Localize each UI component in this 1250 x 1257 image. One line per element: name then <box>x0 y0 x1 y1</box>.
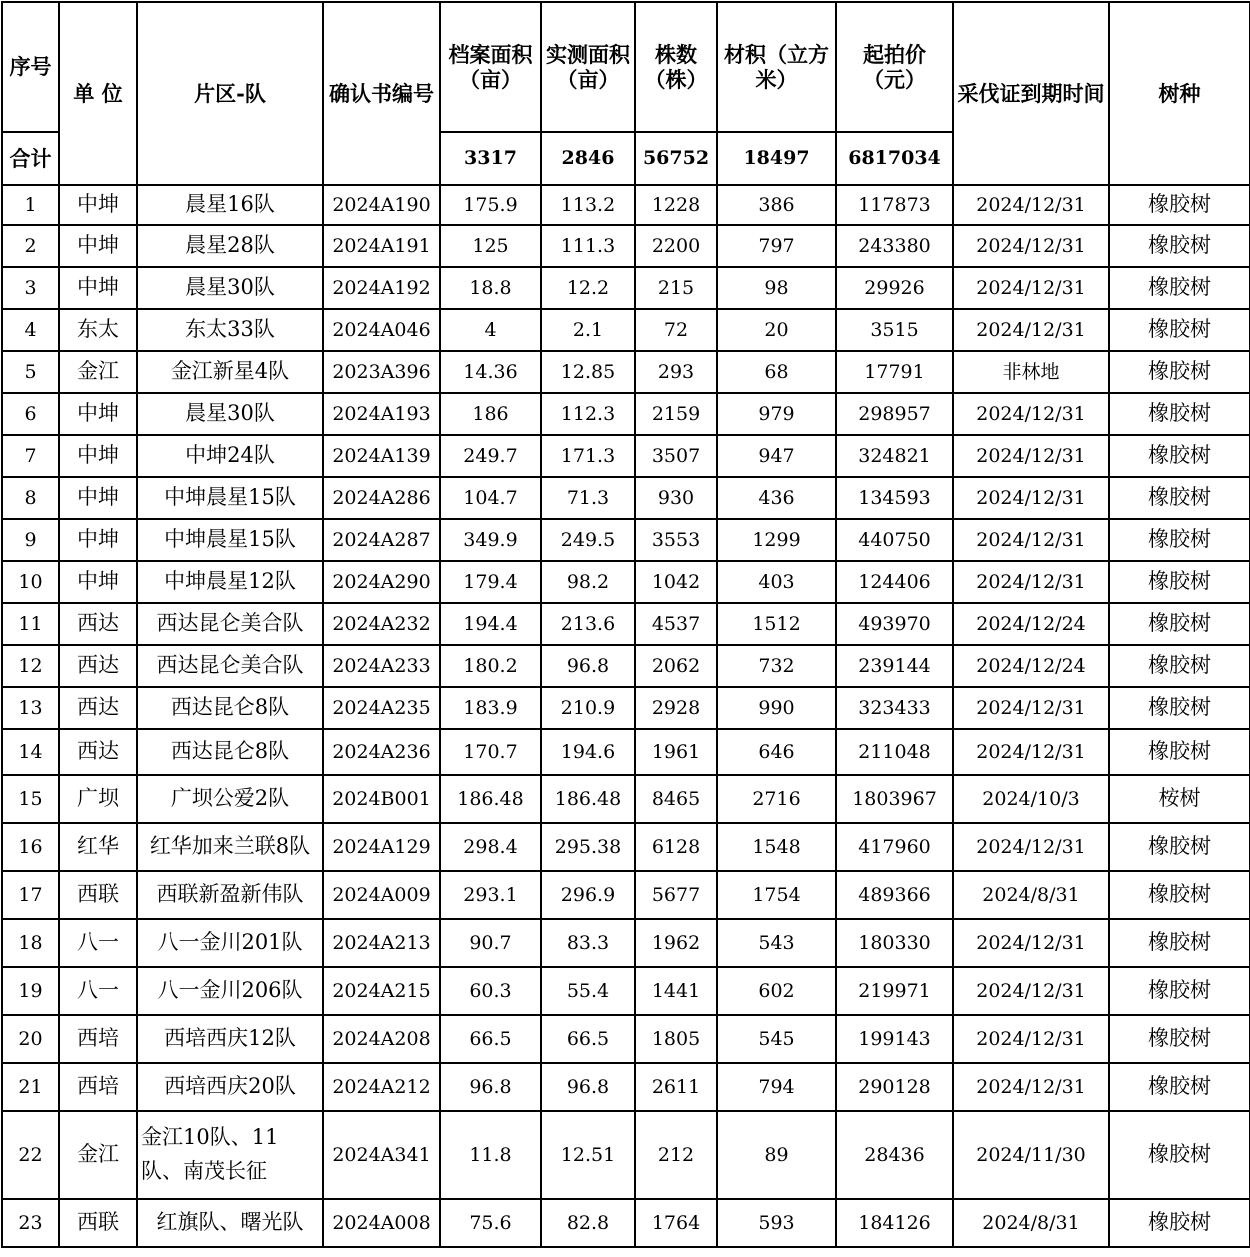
row-volume: 2716 <box>717 775 836 823</box>
row-volume: 979 <box>717 393 836 435</box>
row-unit: 西达 <box>59 729 137 775</box>
row-measured-area: 55.4 <box>541 967 635 1015</box>
totals-label: 合计 <box>2 132 59 185</box>
row-measured-area: 96.8 <box>541 1063 635 1111</box>
row-unit: 中坤 <box>59 267 137 309</box>
row-permit-expiry: 2024/12/31 <box>953 393 1109 435</box>
row-archive-area: 186 <box>440 393 541 435</box>
row-species: 橡胶树 <box>1109 823 1250 871</box>
totals-measured-area: 2846 <box>541 132 635 185</box>
row-volume: 1754 <box>717 871 836 919</box>
row-archive-area: 18.8 <box>440 267 541 309</box>
row-seq: 7 <box>2 435 59 477</box>
row-species: 橡胶树 <box>1109 519 1250 561</box>
row-zone: 中坤晨星15队 <box>137 477 323 519</box>
row-seq: 15 <box>2 775 59 823</box>
row-trees: 8465 <box>635 775 717 823</box>
row-zone: 金江10队、11队、南茂长征 <box>137 1111 323 1199</box>
row-cert: 2024A232 <box>323 603 440 645</box>
row-cert: 2024A235 <box>323 687 440 729</box>
row-seq: 8 <box>2 477 59 519</box>
row-start-price: 29926 <box>836 267 953 309</box>
row-seq: 9 <box>2 519 59 561</box>
row-unit: 西联 <box>59 1199 137 1247</box>
row-species: 橡胶树 <box>1109 393 1250 435</box>
table-row <box>2 393 1250 435</box>
row-measured-area: 113.2 <box>541 185 635 225</box>
row-volume: 1299 <box>717 519 836 561</box>
row-cert: 2024A287 <box>323 519 440 561</box>
row-volume: 68 <box>717 351 836 393</box>
row-start-price: 199143 <box>836 1015 953 1063</box>
row-unit: 八一 <box>59 967 137 1015</box>
row-start-price: 417960 <box>836 823 953 871</box>
row-measured-area: 83.3 <box>541 919 635 967</box>
row-start-price: 323433 <box>836 687 953 729</box>
row-species: 橡胶树 <box>1109 871 1250 919</box>
row-cert: 2024A191 <box>323 225 440 267</box>
row-cert: 2024A233 <box>323 645 440 687</box>
row-permit-expiry: 2024/12/24 <box>953 603 1109 645</box>
row-trees: 3553 <box>635 519 717 561</box>
row-start-price: 124406 <box>836 561 953 603</box>
row-cert: 2024A215 <box>323 967 440 1015</box>
row-species: 橡胶树 <box>1109 687 1250 729</box>
row-trees: 293 <box>635 351 717 393</box>
row-measured-area: 210.9 <box>541 687 635 729</box>
row-species: 橡胶树 <box>1109 225 1250 267</box>
row-start-price: 243380 <box>836 225 953 267</box>
row-measured-area: 66.5 <box>541 1015 635 1063</box>
table-body <box>2 185 1250 1247</box>
row-start-price: 489366 <box>836 871 953 919</box>
row-measured-area: 96.8 <box>541 645 635 687</box>
row-start-price: 219971 <box>836 967 953 1015</box>
row-start-price: 180330 <box>836 919 953 967</box>
row-seq: 1 <box>2 185 59 225</box>
row-archive-area: 66.5 <box>440 1015 541 1063</box>
row-unit: 中坤 <box>59 225 137 267</box>
row-zone: 红华加来兰联8队 <box>137 823 323 871</box>
row-seq: 5 <box>2 351 59 393</box>
row-trees: 930 <box>635 477 717 519</box>
row-volume: 732 <box>717 645 836 687</box>
row-start-price: 117873 <box>836 185 953 225</box>
row-seq: 13 <box>2 687 59 729</box>
table-row <box>2 267 1250 309</box>
table-row <box>2 729 1250 775</box>
row-permit-expiry: 2024/12/31 <box>953 435 1109 477</box>
row-trees: 72 <box>635 309 717 351</box>
row-start-price: 28436 <box>836 1111 953 1199</box>
row-archive-area: 180.2 <box>440 645 541 687</box>
row-archive-area: 4 <box>440 309 541 351</box>
row-cert: 2024A193 <box>323 393 440 435</box>
row-zone: 西培西庆12队 <box>137 1015 323 1063</box>
row-zone: 广坝公爱2队 <box>137 775 323 823</box>
row-permit-expiry: 2024/12/31 <box>953 309 1109 351</box>
row-unit: 西联 <box>59 871 137 919</box>
row-seq: 2 <box>2 225 59 267</box>
row-permit-expiry: 2024/12/31 <box>953 823 1109 871</box>
row-archive-area: 183.9 <box>440 687 541 729</box>
row-archive-area: 179.4 <box>440 561 541 603</box>
row-unit: 广坝 <box>59 775 137 823</box>
row-volume: 543 <box>717 919 836 967</box>
row-zone: 西达昆仑美合队 <box>137 603 323 645</box>
table-row <box>2 1111 1250 1199</box>
row-start-price: 239144 <box>836 645 953 687</box>
row-cert: 2024A236 <box>323 729 440 775</box>
row-cert: 2024B001 <box>323 775 440 823</box>
header-start-price: 起拍价（元） <box>836 2 953 132</box>
row-measured-area: 12.2 <box>541 267 635 309</box>
row-trees: 2062 <box>635 645 717 687</box>
row-archive-area: 14.36 <box>440 351 541 393</box>
row-permit-expiry: 2024/12/31 <box>953 185 1109 225</box>
row-measured-area: 194.6 <box>541 729 635 775</box>
row-permit-expiry: 2024/12/31 <box>953 687 1109 729</box>
row-trees: 2200 <box>635 225 717 267</box>
row-seq: 3 <box>2 267 59 309</box>
row-seq: 11 <box>2 603 59 645</box>
header-seq: 序号 <box>2 2 59 132</box>
header-unit: 单 位 <box>59 2 137 185</box>
row-permit-expiry: 2024/12/31 <box>953 225 1109 267</box>
row-unit: 中坤 <box>59 561 137 603</box>
row-volume: 1548 <box>717 823 836 871</box>
row-volume: 646 <box>717 729 836 775</box>
row-unit: 东太 <box>59 309 137 351</box>
row-archive-area: 298.4 <box>440 823 541 871</box>
row-unit: 金江 <box>59 351 137 393</box>
row-cert: 2024A341 <box>323 1111 440 1199</box>
row-zone: 红旗队、曙光队 <box>137 1199 323 1247</box>
row-measured-area: 296.9 <box>541 871 635 919</box>
row-start-price: 211048 <box>836 729 953 775</box>
header-permit-expiry: 采伐证到期时间 <box>953 2 1109 185</box>
header-trees: 株数（株） <box>635 2 717 132</box>
row-volume: 990 <box>717 687 836 729</box>
row-measured-area: 12.85 <box>541 351 635 393</box>
row-zone: 西达昆仑美合队 <box>137 645 323 687</box>
row-seq: 23 <box>2 1199 59 1247</box>
row-start-price: 134593 <box>836 477 953 519</box>
row-trees: 1764 <box>635 1199 717 1247</box>
row-volume: 436 <box>717 477 836 519</box>
row-start-price: 1803967 <box>836 775 953 823</box>
totals-volume: 18497 <box>717 132 836 185</box>
row-zone: 西培西庆20队 <box>137 1063 323 1111</box>
row-species: 橡胶树 <box>1109 1111 1250 1199</box>
table-row <box>2 645 1250 687</box>
row-trees: 1441 <box>635 967 717 1015</box>
row-seq: 20 <box>2 1015 59 1063</box>
row-species: 橡胶树 <box>1109 309 1250 351</box>
row-species: 橡胶树 <box>1109 435 1250 477</box>
totals-start-price: 6817034 <box>836 132 953 185</box>
row-species: 橡胶树 <box>1109 919 1250 967</box>
row-start-price: 3515 <box>836 309 953 351</box>
row-cert: 2024A208 <box>323 1015 440 1063</box>
row-zone: 中坤24队 <box>137 435 323 477</box>
row-cert: 2024A212 <box>323 1063 440 1111</box>
row-seq: 14 <box>2 729 59 775</box>
row-zone: 西联新盈新伟队 <box>137 871 323 919</box>
row-trees: 1962 <box>635 919 717 967</box>
row-zone: 中坤晨星12队 <box>137 561 323 603</box>
row-unit: 红华 <box>59 823 137 871</box>
row-permit-expiry: 2024/12/31 <box>953 729 1109 775</box>
table-row <box>2 919 1250 967</box>
row-unit: 中坤 <box>59 519 137 561</box>
row-cert: 2023A396 <box>323 351 440 393</box>
table-row <box>2 435 1250 477</box>
header-cert: 确认书编号 <box>323 2 440 185</box>
table-row <box>2 1015 1250 1063</box>
row-cert: 2024A046 <box>323 309 440 351</box>
row-cert: 2024A213 <box>323 919 440 967</box>
row-unit: 西达 <box>59 687 137 729</box>
row-seq: 10 <box>2 561 59 603</box>
row-measured-area: 186.48 <box>541 775 635 823</box>
table-row <box>2 1063 1250 1111</box>
row-volume: 20 <box>717 309 836 351</box>
row-unit: 中坤 <box>59 185 137 225</box>
row-permit-expiry: 2024/12/31 <box>953 561 1109 603</box>
row-cert: 2024A192 <box>323 267 440 309</box>
row-permit-expiry: 非林地 <box>953 351 1109 393</box>
row-archive-area: 175.9 <box>440 185 541 225</box>
row-archive-area: 170.7 <box>440 729 541 775</box>
row-cert: 2024A190 <box>323 185 440 225</box>
row-unit: 西达 <box>59 603 137 645</box>
table-row <box>2 775 1250 823</box>
row-species: 橡胶树 <box>1109 1015 1250 1063</box>
row-trees: 3507 <box>635 435 717 477</box>
row-volume: 794 <box>717 1063 836 1111</box>
row-archive-area: 11.8 <box>440 1111 541 1199</box>
row-measured-area: 112.3 <box>541 393 635 435</box>
row-zone: 晨星30队 <box>137 267 323 309</box>
header-archive-area: 档案面积（亩） <box>440 2 541 132</box>
row-volume: 1512 <box>717 603 836 645</box>
row-unit: 西培 <box>59 1063 137 1111</box>
row-volume: 386 <box>717 185 836 225</box>
row-permit-expiry: 2024/12/31 <box>953 919 1109 967</box>
table-row <box>2 603 1250 645</box>
row-trees: 2928 <box>635 687 717 729</box>
row-permit-expiry: 2024/8/31 <box>953 871 1109 919</box>
row-start-price: 290128 <box>836 1063 953 1111</box>
row-permit-expiry: 2024/12/31 <box>953 1063 1109 1111</box>
row-zone: 金江新星4队 <box>137 351 323 393</box>
row-start-price: 493970 <box>836 603 953 645</box>
row-permit-expiry: 2024/12/24 <box>953 645 1109 687</box>
table-row <box>2 871 1250 919</box>
row-volume: 947 <box>717 435 836 477</box>
row-start-price: 298957 <box>836 393 953 435</box>
row-unit: 金江 <box>59 1111 137 1199</box>
row-trees: 6128 <box>635 823 717 871</box>
row-zone: 西达昆仑8队 <box>137 729 323 775</box>
row-seq: 17 <box>2 871 59 919</box>
row-species: 橡胶树 <box>1109 267 1250 309</box>
row-zone: 八一金川206队 <box>137 967 323 1015</box>
row-archive-area: 60.3 <box>440 967 541 1015</box>
table-row <box>2 477 1250 519</box>
row-permit-expiry: 2024/12/31 <box>953 477 1109 519</box>
table-row <box>2 225 1250 267</box>
row-measured-area: 111.3 <box>541 225 635 267</box>
row-archive-area: 249.7 <box>440 435 541 477</box>
row-trees: 4537 <box>635 603 717 645</box>
row-archive-area: 293.1 <box>440 871 541 919</box>
row-unit: 八一 <box>59 919 137 967</box>
row-archive-area: 104.7 <box>440 477 541 519</box>
row-trees: 1961 <box>635 729 717 775</box>
row-archive-area: 186.48 <box>440 775 541 823</box>
row-volume: 797 <box>717 225 836 267</box>
row-volume: 403 <box>717 561 836 603</box>
row-measured-area: 71.3 <box>541 477 635 519</box>
row-measured-area: 82.8 <box>541 1199 635 1247</box>
row-unit: 中坤 <box>59 393 137 435</box>
row-zone: 晨星30队 <box>137 393 323 435</box>
row-seq: 6 <box>2 393 59 435</box>
row-volume: 593 <box>717 1199 836 1247</box>
row-archive-area: 194.4 <box>440 603 541 645</box>
row-measured-area: 98.2 <box>541 561 635 603</box>
row-seq: 21 <box>2 1063 59 1111</box>
header-volume: 材积（立方米） <box>717 2 836 132</box>
row-cert: 2024A009 <box>323 871 440 919</box>
row-trees: 1042 <box>635 561 717 603</box>
row-trees: 212 <box>635 1111 717 1199</box>
row-volume: 89 <box>717 1111 836 1199</box>
row-measured-area: 12.51 <box>541 1111 635 1199</box>
table-row <box>2 967 1250 1015</box>
row-volume: 545 <box>717 1015 836 1063</box>
row-archive-area: 96.8 <box>440 1063 541 1111</box>
row-seq: 22 <box>2 1111 59 1199</box>
row-permit-expiry: 2024/12/31 <box>953 967 1109 1015</box>
table-row <box>2 519 1250 561</box>
row-archive-area: 125 <box>440 225 541 267</box>
row-trees: 2159 <box>635 393 717 435</box>
row-permit-expiry: 2024/8/31 <box>953 1199 1109 1247</box>
row-species: 橡胶树 <box>1109 645 1250 687</box>
table-row <box>2 185 1250 225</box>
table-row <box>2 823 1250 871</box>
row-zone: 中坤晨星15队 <box>137 519 323 561</box>
table-row <box>2 309 1250 351</box>
row-zone: 晨星16队 <box>137 185 323 225</box>
row-measured-area: 295.38 <box>541 823 635 871</box>
row-trees: 5677 <box>635 871 717 919</box>
header-zone: 片区-队 <box>137 2 323 185</box>
row-measured-area: 249.5 <box>541 519 635 561</box>
row-start-price: 324821 <box>836 435 953 477</box>
row-start-price: 184126 <box>836 1199 953 1247</box>
row-unit: 中坤 <box>59 477 137 519</box>
row-start-price: 17791 <box>836 351 953 393</box>
row-zone: 晨星28队 <box>137 225 323 267</box>
row-cert: 2024A129 <box>323 823 440 871</box>
row-cert: 2024A008 <box>323 1199 440 1247</box>
row-measured-area: 213.6 <box>541 603 635 645</box>
row-cert: 2024A290 <box>323 561 440 603</box>
totals-archive-area: 3317 <box>440 132 541 185</box>
row-cert: 2024A286 <box>323 477 440 519</box>
row-species: 橡胶树 <box>1109 477 1250 519</box>
table-row <box>2 351 1250 393</box>
row-seq: 19 <box>2 967 59 1015</box>
row-measured-area: 2.1 <box>541 309 635 351</box>
row-permit-expiry: 2024/12/31 <box>953 519 1109 561</box>
table-row <box>2 687 1250 729</box>
row-permit-expiry: 2024/11/30 <box>953 1111 1109 1199</box>
row-volume: 602 <box>717 967 836 1015</box>
row-species: 橡胶树 <box>1109 729 1250 775</box>
row-zone: 东太33队 <box>137 309 323 351</box>
row-seq: 12 <box>2 645 59 687</box>
row-archive-area: 75.6 <box>440 1199 541 1247</box>
row-trees: 2611 <box>635 1063 717 1111</box>
row-species: 橡胶树 <box>1109 967 1250 1015</box>
totals-trees: 56752 <box>635 132 717 185</box>
row-species: 橡胶树 <box>1109 1199 1250 1247</box>
row-seq: 4 <box>2 309 59 351</box>
header-row <box>2 2 1250 132</box>
row-permit-expiry: 2024/10/3 <box>953 775 1109 823</box>
row-unit: 西培 <box>59 1015 137 1063</box>
row-permit-expiry: 2024/12/31 <box>953 1015 1109 1063</box>
row-cert: 2024A139 <box>323 435 440 477</box>
row-permit-expiry: 2024/12/31 <box>953 267 1109 309</box>
row-zone: 西达昆仑8队 <box>137 687 323 729</box>
row-start-price: 440750 <box>836 519 953 561</box>
row-species: 橡胶树 <box>1109 185 1250 225</box>
row-measured-area: 171.3 <box>541 435 635 477</box>
row-species: 橡胶树 <box>1109 1063 1250 1111</box>
row-volume: 98 <box>717 267 836 309</box>
table-row <box>2 561 1250 603</box>
row-species: 橡胶树 <box>1109 351 1250 393</box>
row-species: 橡胶树 <box>1109 561 1250 603</box>
row-seq: 16 <box>2 823 59 871</box>
row-species: 桉树 <box>1109 775 1250 823</box>
header-measured-area: 实测面积（亩） <box>541 2 635 132</box>
table-row <box>2 1199 1250 1247</box>
row-trees: 215 <box>635 267 717 309</box>
row-seq: 18 <box>2 919 59 967</box>
timber-auction-table <box>1 1 1250 1248</box>
row-species: 橡胶树 <box>1109 603 1250 645</box>
row-archive-area: 90.7 <box>440 919 541 967</box>
row-trees: 1228 <box>635 185 717 225</box>
row-trees: 1805 <box>635 1015 717 1063</box>
row-zone: 八一金川201队 <box>137 919 323 967</box>
header-species: 树种 <box>1109 2 1250 185</box>
row-unit: 中坤 <box>59 435 137 477</box>
row-archive-area: 349.9 <box>440 519 541 561</box>
row-unit: 西达 <box>59 645 137 687</box>
